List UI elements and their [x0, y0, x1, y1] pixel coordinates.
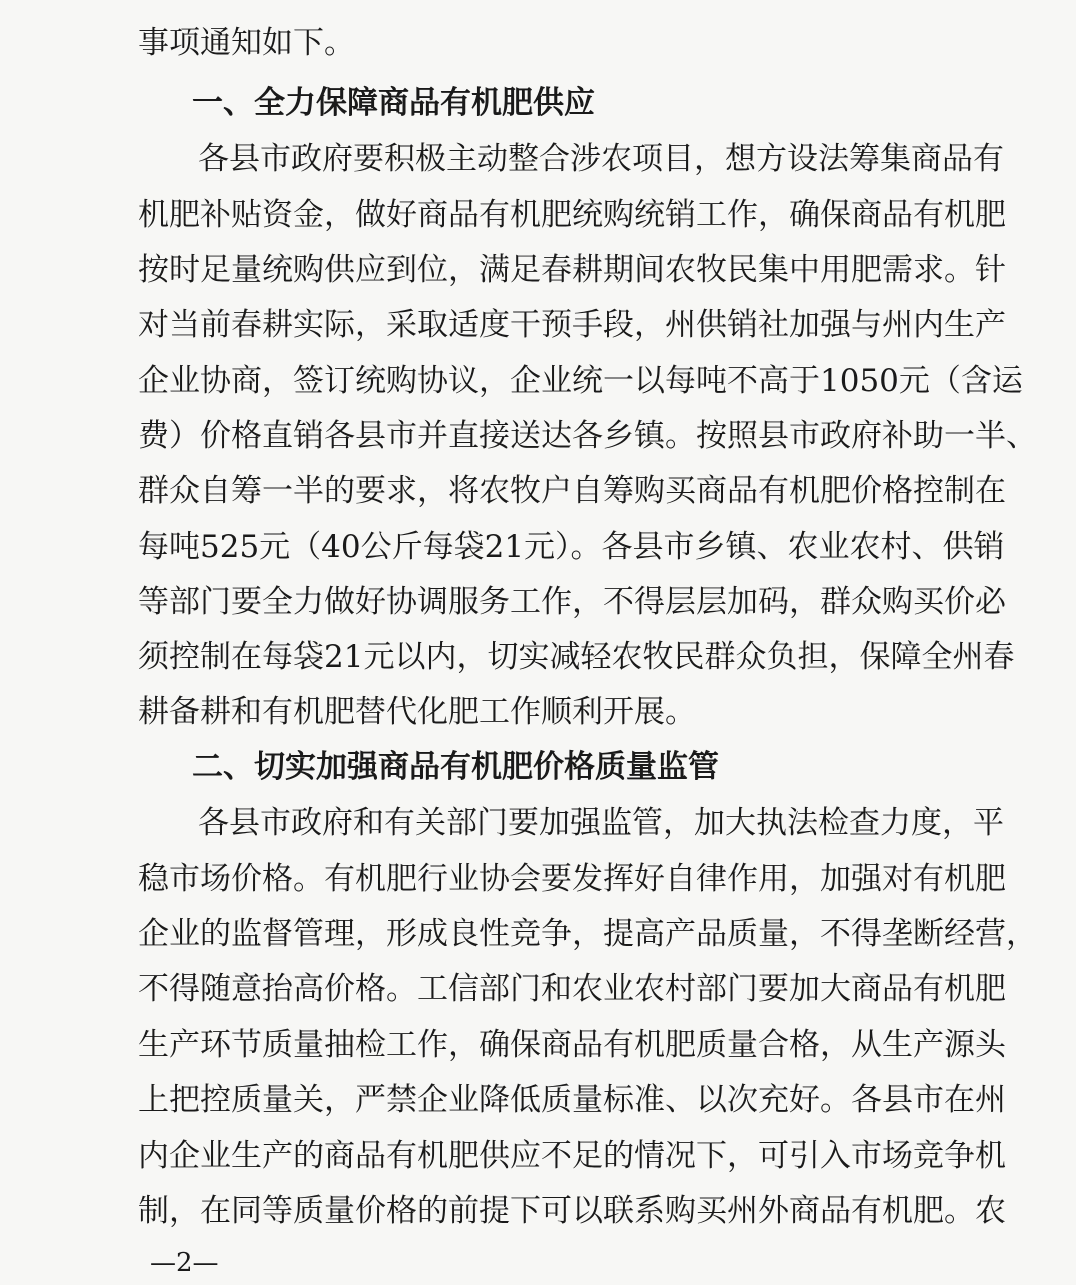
section-1-line-1: 各县市政府要积极主动整合涉农项目，想方设法筹集商品有	[198, 141, 1004, 177]
section-1-line-5: 企业协商，签订统购协议，企业统一以每吨不高于1050元（含运	[138, 363, 1023, 399]
page-number: —2—	[150, 1248, 219, 1278]
section-2-line-5: 生产环节质量抽检工作，确保商品有机肥质量合格，从生产源头	[138, 1027, 1006, 1063]
section-2-line-3: 企业的监督管理，形成良性竞争，提高产品质量，不得垄断经营，	[138, 916, 1037, 952]
section-2-line-6: 上把控质量关，严禁企业降低质量标准、以次充好。各县市在州	[138, 1082, 1006, 1118]
section-1-heading: 一、全力保障商品有机肥供应	[192, 85, 595, 121]
section-2-line-8: 制，在同等质量价格的前提下可以联系购买州外商品有机肥。农	[138, 1193, 1006, 1229]
section-1-line-7: 群众自筹一半的要求，将农牧户自筹购买商品有机肥价格控制在	[138, 473, 1006, 509]
section-1-line-10: 须控制在每袋21元以内，切实减轻农牧民群众负担，保障全州春	[138, 639, 1015, 675]
section-1-line-3: 按时足量统购供应到位，满足春耕期间农牧民集中用肥需求。针	[138, 252, 1006, 288]
section-1-line-6: 费）价格直销各县市并直接送达各乡镇。按照县市政府补助一半、	[138, 418, 1037, 454]
intro-tail-line: 事项通知如下。	[138, 25, 355, 61]
section-1-line-9: 等部门要全力做好协调服务工作，不得层层加码，群众购买价必	[138, 584, 1006, 620]
section-1-line-8: 每吨525元（40公斤每袋21元）。各县市乡镇、农业农村、供销	[138, 529, 1005, 565]
section-2-line-7: 内企业生产的商品有机肥供应不足的情况下，可引入市场竞争机	[138, 1138, 1006, 1174]
section-2-heading: 二、切实加强商品有机肥价格质量监管	[192, 749, 719, 785]
section-1-line-11: 耕备耕和有机肥替代化肥工作顺利开展。	[138, 694, 696, 730]
section-2-line-4: 不得随意抬高价格。工信部门和农业农村部门要加大商品有机肥	[138, 971, 1006, 1007]
section-2-line-1: 各县市政府和有关部门要加强监管，加大执法检查力度，平	[198, 805, 1004, 841]
section-1-line-4: 对当前春耕实际，采取适度干预手段，州供销社加强与州内生产	[138, 307, 1006, 343]
section-1-line-2: 机肥补贴资金，做好商品有机肥统购统销工作，确保商品有机肥	[138, 197, 1006, 233]
section-2-line-2: 稳市场价格。有机肥行业协会要发挥好自律作用，加强对有机肥	[138, 861, 1006, 897]
